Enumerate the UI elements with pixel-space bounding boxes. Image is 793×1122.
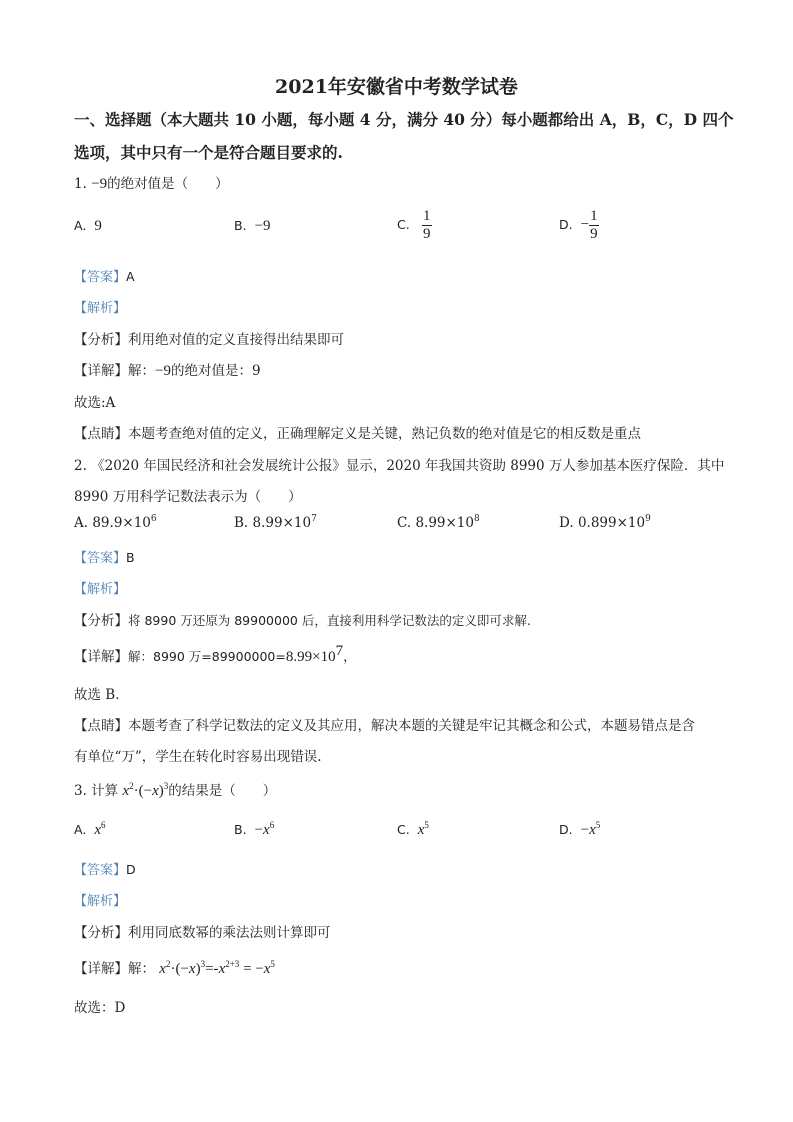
q1-fenxi: 【分析】利用绝对值的定义直接得出结果即可 <box>74 332 344 348</box>
q3-analysis-label: 【解析】 <box>74 894 127 909</box>
q3-answer: 【答案】D <box>74 862 136 878</box>
q3-solution-expression: $x^2\cdot(-x)^3=-x^{2+3} = -x^5$ <box>159 959 275 977</box>
q3-xiangjie: 【详解】解： $x^2\cdot(-x)^3=-x^{2+3} = -x^5$ <box>74 959 275 977</box>
q3-option-d: D. $-x^5$ <box>559 820 601 838</box>
q3-option-c: C. $x^5$ <box>397 820 429 838</box>
q1-option-b: B. −9 <box>234 218 271 234</box>
q2-dianjing-line2: 有单位“万”，学生在转化时容易出现错误. <box>74 749 322 765</box>
q1-xiangjie: 【详解】解：−9的绝对值是：9 <box>74 363 261 379</box>
q3-option-a: A. $x^6$ <box>74 820 106 838</box>
q2-answer: 【答案】B <box>74 550 135 566</box>
q2-dianjing-line1: 【点睛】本题考查了科学记数法的定义及其应用，解决本题的关键是牢记其概念和公式，本题易错点是含 <box>74 718 695 734</box>
q2-stem-line2: 8990 万用科学记数法表示为（ ） <box>74 489 302 505</box>
q2-analysis-label: 【解析】 <box>74 582 127 597</box>
page-title: 2021年安徽省中考数学试卷 <box>275 76 518 98</box>
q2-stem-line1: 2. 《2020 年国民经济和社会发展统计公报》显示，2020 年我国共资助 8990 万人参加基本医疗保险．其中 <box>74 458 725 474</box>
q2-option-a: A. $89.9\times 10^6$ <box>74 514 157 531</box>
q3-expression: $x^2\cdot(-x)^3$ <box>122 781 169 799</box>
q2-choose: 故选 B． <box>74 687 129 703</box>
q2-option-b: B. $8.99\times 10^7$ <box>234 514 317 531</box>
q3-option-b: B. $-x^6$ <box>234 820 275 838</box>
q1-option-d: D. − $\frac{1}{9}$ <box>559 208 598 242</box>
q1-option-c: C. $\frac{1}{9}$ <box>397 208 431 242</box>
section-heading-line1: 一、选择题（本大题共 10 小题，每小题 4 分，满分 40 分）每小题都给出 A，B，C，D 四个 <box>74 110 734 129</box>
q2-xiangjie: 【详解】解：8990 万$=89900000=8.99\times 10^7$， <box>74 643 357 665</box>
section-heading-line2: 选项，其中只有一个是符合题目要求的. <box>74 143 343 162</box>
q2-fenxi: 【分析】将 8990 万还原为 89900000 后，直接利用科学记数法的定义即可求解. <box>74 613 531 629</box>
q3-stem: 3. 计算 $x^2\cdot(-x)^3$的结果是（ ） <box>74 781 277 799</box>
q1-analysis-label: 【解析】 <box>74 301 127 316</box>
fraction: $\frac{1}{9}$ <box>423 208 431 242</box>
q2-option-c: C. $8.99\times 10^8$ <box>397 514 480 531</box>
q1-dianjing: 【点睛】本题考查绝对值的定义，正确理解定义是关键，熟记负数的绝对值是它的相反数是重点 <box>74 426 641 442</box>
q3-fenxi: 【分析】利用同底数幂的乘法法则计算即可 <box>74 925 331 941</box>
q1-answer: 【答案】A <box>74 269 135 285</box>
q2-option-d: D. $0.899\times 10^9$ <box>559 514 651 531</box>
q3-choose: 故选：D <box>74 1000 126 1016</box>
fraction: $\frac{1}{9}$ <box>590 208 598 242</box>
q1-option-a: A. 9 <box>74 218 102 234</box>
q1-choose: 故选:A <box>74 395 116 411</box>
q1-stem: 1. −9的绝对值是（ ） <box>74 176 229 192</box>
